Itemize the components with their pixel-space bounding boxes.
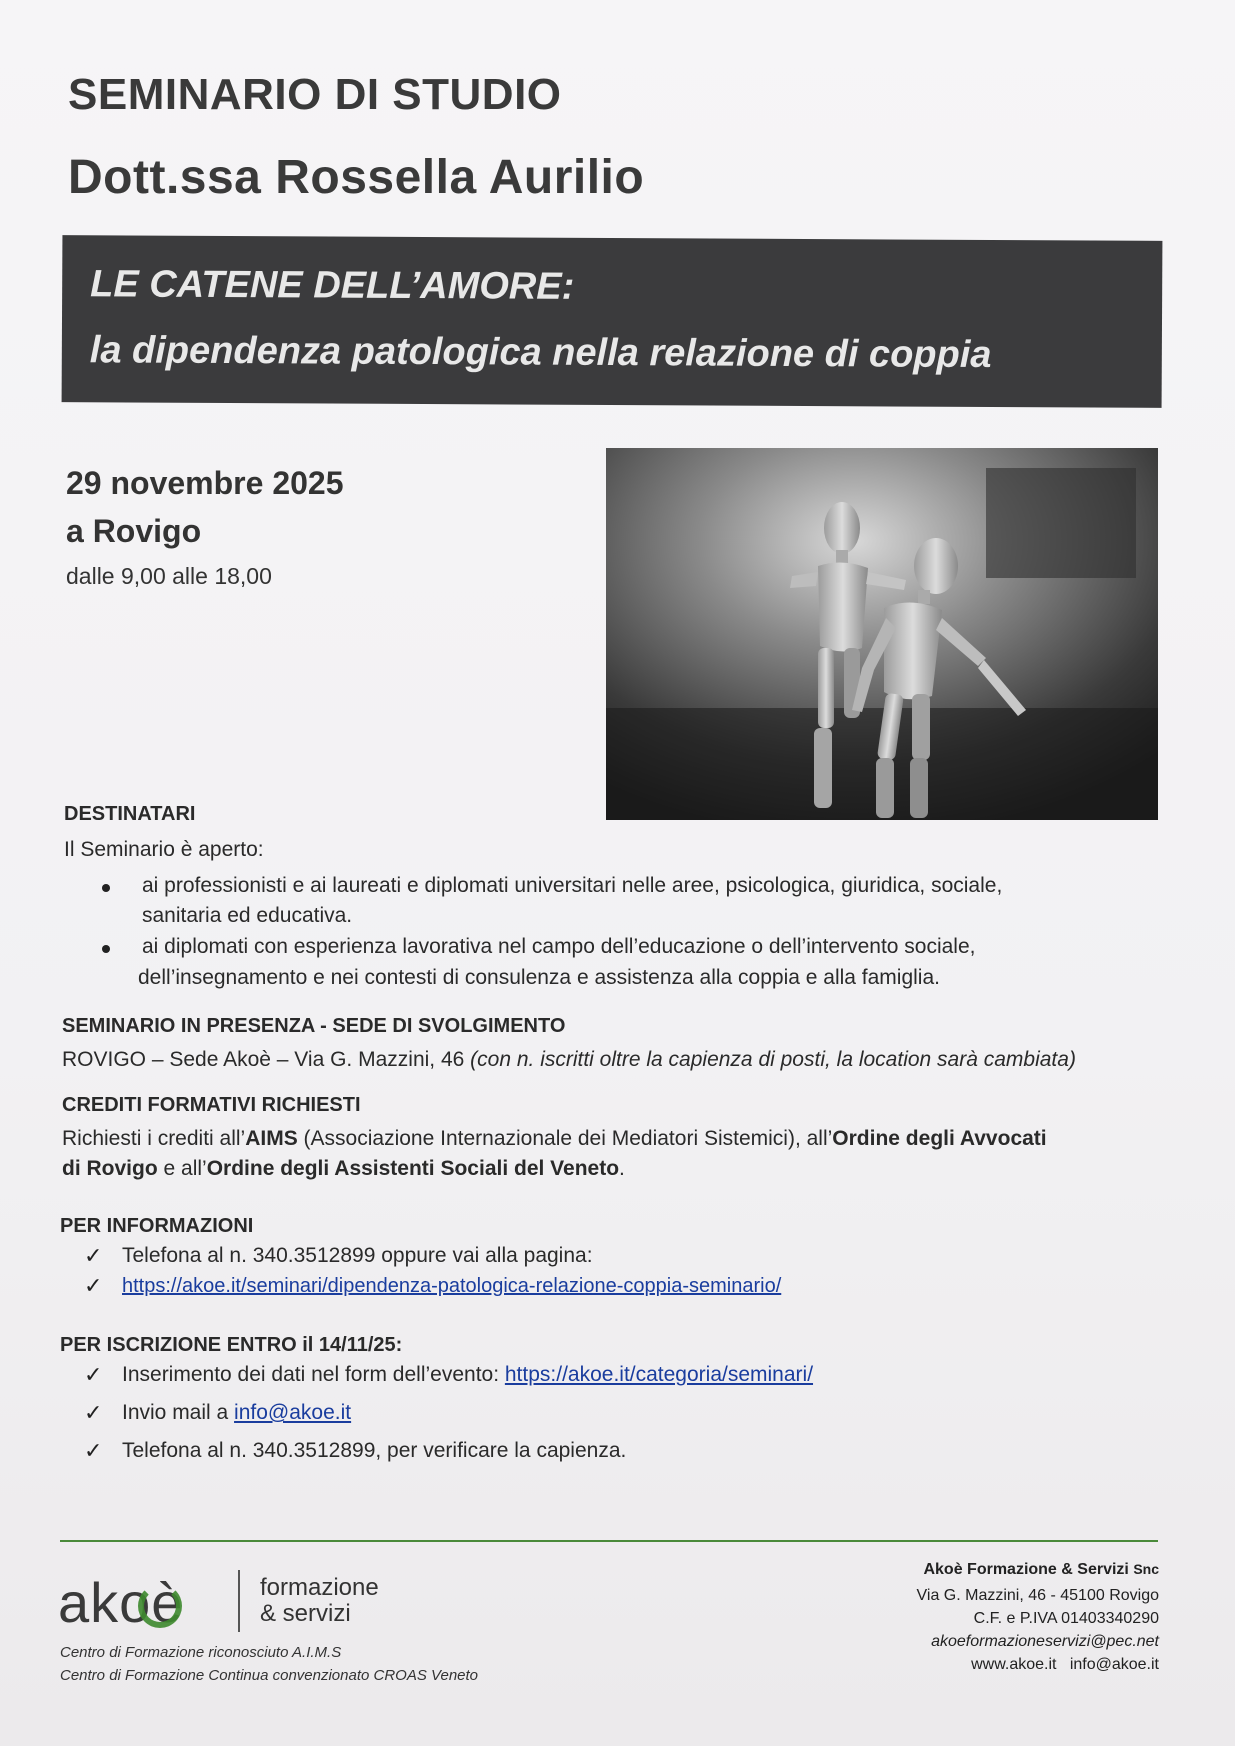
checkmark-icon: ✓ [84,1401,103,1426]
checkmark-icon: ✓ [84,1244,103,1269]
wooden-mannequins-photo [606,448,1158,820]
destinatari-item-1-line2: sanitaria ed educativa. [142,904,353,927]
iscrizione-form-link[interactable]: https://akoe.it/categoria/seminari/ [504,1363,814,1386]
company-name-text: Akoè Formazione & Servizi [923,1561,1129,1578]
sede-text [62,1048,1076,1072]
banner-title: LE CATENE DELL’AMORE: [90,263,575,308]
sede-address: ROVIGO – Sede Akoè – Via G. Mazzini, 46 [62,1048,465,1071]
bullet-icon [102,945,110,953]
cert-croas: Centro di Formazione Continua convenzionato CROAS Veneto [60,1667,479,1684]
iscrizione-mail-text: Invio mail a [122,1401,235,1424]
logo-o-swirl-icon [138,1584,182,1628]
company-email[interactable]: info@akoe.it [1069,1656,1159,1673]
crediti-line1 [62,1127,1047,1151]
footer-divider [60,1540,1158,1542]
crediti-aims: AIMS [245,1127,298,1150]
logo-sub1: formazione [260,1574,379,1601]
destinatari-heading: DESTINATARI [64,803,196,825]
event-date: 29 novembre 2025 [66,465,344,501]
crediti-text: e all’ [157,1157,207,1180]
company-name [923,1561,1159,1579]
crediti-line2 [62,1157,625,1181]
iscrizione-phone: Telefona al n. 340.3512899, per verificare la capienza. [122,1439,627,1462]
company-address: Via G. Mazzini, 46 - 45100 Rovigo [916,1587,1159,1604]
sede-note: (con n. iscritti oltre la capienza di posti, la location sarà cambiata) [470,1048,1076,1071]
crediti-ordine-assistenti: Ordine degli Assistenti Sociali del Veneto [206,1157,620,1180]
crediti-heading: CREDITI FORMATIVI RICHIESTI [62,1094,361,1116]
event-time: dalle 9,00 alle 18,00 [66,563,272,589]
logo-separator [238,1570,240,1632]
company-contacts [971,1656,1159,1674]
company-suffix: Snc [1133,1561,1159,1577]
bullet-icon [102,884,110,892]
destinatari-intro: Il Seminario è aperto: [64,838,264,861]
crediti-ordine-avvocati: Ordine degli Avvocati [832,1127,1047,1150]
logo-wordmark: akoè [58,1571,184,1634]
iscrizione-form [122,1363,813,1387]
checkmark-icon: ✓ [84,1363,103,1388]
crediti-ordine-avvocati-city: di Rovigo [62,1157,158,1180]
destinatari-item-2-line1: ai diplomati con esperienza lavorativa nel campo dell’educazione o dell’intervento sociale, [142,935,976,958]
checkmark-icon: ✓ [84,1439,103,1464]
event-place: a Rovigo [66,513,202,549]
destinatari-item-1-line1: ai professionisti e ai laureati e diplomati universitari nelle aree, psicologica, giuridica, sociale, [142,874,1003,897]
crediti-text: Richiesti i crediti all’ [62,1127,246,1150]
company-vat: C.F. e P.IVA 01403340290 [973,1610,1159,1627]
destinatari-item-2-line2: dell’insegnamento e nei contesti di consulenza e assistenza alla coppia e alla famiglia. [138,966,940,989]
info-phone: Telefona al n. 340.3512899 oppure vai alla pagina: [122,1244,593,1267]
iscrizione-mail [122,1401,351,1425]
cert-aims: Centro di Formazione riconosciuto A.I.M.S [60,1644,342,1661]
title-banner [62,235,1163,408]
info-heading: PER INFORMAZIONI [60,1215,254,1237]
company-website[interactable]: www.akoe.it [971,1656,1057,1673]
speaker-name: Dott.ssa Rossella Aurilio [68,151,645,204]
seminar-title: SEMINARIO DI STUDIO [68,70,562,119]
iscrizione-heading: PER ISCRIZIONE ENTRO il 14/11/25: [60,1334,403,1356]
iscrizione-form-text: Inserimento dei dati nel form dell’evento: [122,1363,505,1386]
info-url[interactable]: https://akoe.it/seminari/dipendenza-patologica-relazione-coppia-seminario/ [122,1275,782,1297]
crediti-text: (Associazione Internazionale dei Mediatori Sistemici), all’ [297,1127,833,1150]
company-pec[interactable]: akoeformazioneservizi@pec.net [931,1633,1159,1650]
logo-sub2: & servizi [260,1600,351,1627]
iscrizione-mail-link[interactable]: info@akoe.it [234,1401,352,1424]
crediti-text: . [619,1157,625,1180]
info-url-link[interactable] [122,1275,781,1298]
sede-heading: SEMINARIO IN PRESENZA - SEDE DI SVOLGIMENTO [62,1015,566,1037]
photo-illustration [606,448,1158,820]
checkmark-icon: ✓ [84,1274,103,1299]
banner-subtitle: la dipendenza patologica nella relazione di coppia [89,329,992,376]
